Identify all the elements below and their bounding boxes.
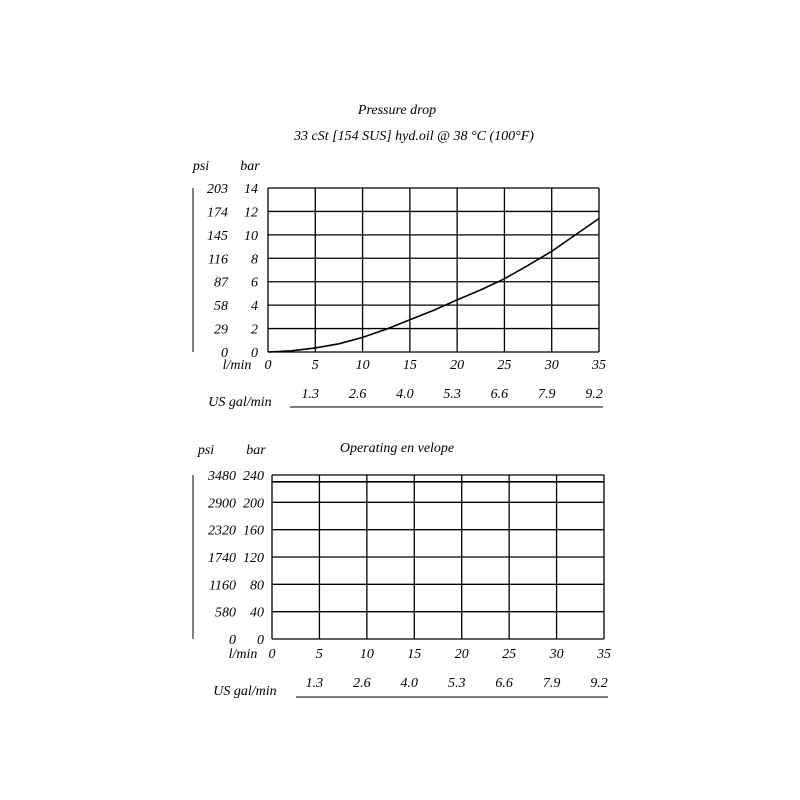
x2-tick-label: 9.2: [590, 676, 608, 691]
psi-tick-label: 174: [207, 205, 228, 221]
x2-tick-label: 1.3: [305, 676, 324, 691]
psi-tick-label: 116: [208, 252, 228, 268]
x2-tick-label: 5.3: [447, 676, 466, 691]
operating-envelope-chart: [193, 441, 611, 699]
x2-tick-label: 2.6: [348, 387, 367, 402]
x-tick-label: 35: [597, 647, 611, 662]
chart-title: Pressure drop: [357, 103, 437, 118]
bar-tick-label: 12: [244, 205, 258, 221]
bar-tick-label: 8: [251, 252, 258, 268]
psi-tick-label: 87: [214, 275, 228, 291]
bar-tick-label: 40: [250, 605, 264, 621]
x-tick-label: 15: [407, 647, 422, 662]
psi-tick-label: 3480: [208, 469, 236, 484]
bar-tick-label: 160: [243, 523, 264, 539]
x2-tick-label: 6.6: [490, 387, 509, 402]
x-tick-label: 0: [268, 647, 276, 662]
psi-tick-label: 2320: [208, 523, 236, 539]
bar-tick-label: 0: [251, 346, 258, 361]
x-axis-label: l/min: [222, 358, 252, 373]
x-tick-label: 5: [311, 358, 319, 373]
psi-tick-label: 58: [214, 299, 228, 315]
bar-axis-label: bar: [240, 159, 260, 174]
psi-axis-label: psi: [192, 159, 210, 174]
x-tick-label: 10: [355, 358, 370, 373]
x-tick-label: 10: [359, 647, 374, 662]
x2-tick-label: 5.3: [443, 387, 461, 402]
bar-tick-label: 0: [257, 633, 264, 648]
x-tick-label: 25: [502, 647, 517, 662]
psi-tick-label: 1740: [208, 551, 236, 566]
x-tick-label: 0: [264, 358, 272, 373]
x2-tick-label: 4.0: [396, 387, 414, 402]
x-tick-label: 25: [497, 358, 512, 373]
chart-title: Operating en velope: [339, 441, 455, 456]
bar-tick-label: 14: [244, 182, 258, 197]
psi-tick-label: 203: [207, 182, 228, 197]
x-tick-label: 35: [592, 358, 606, 373]
x-tick-label: 20: [454, 647, 469, 662]
bar-axis-label: bar: [246, 443, 266, 458]
psi-tick-label: 2900: [208, 496, 236, 512]
bar-tick-label: 240: [243, 469, 264, 484]
x-tick-label: 20: [450, 358, 465, 373]
x2-tick-label: 7.9: [537, 387, 556, 402]
series-line: [268, 219, 599, 353]
bar-tick-label: 200: [243, 496, 264, 512]
bar-tick-label: 80: [250, 578, 264, 594]
bar-tick-label: 6: [251, 275, 258, 291]
psi-tick-label: 1160: [209, 578, 236, 594]
x-tick-label: 30: [544, 358, 559, 373]
chart-subtitle: 33 cSt [154 SUS] hyd.oil @ 38 °C (100°F): [294, 129, 534, 144]
x2-tick-label: 1.3: [301, 387, 320, 402]
x-tick-label: 15: [402, 358, 417, 373]
x-tick-label: 5: [315, 647, 323, 662]
psi-tick-label: 0: [229, 633, 236, 648]
psi-axis-label: psi: [197, 443, 215, 458]
x2-tick-label: 2.6: [353, 676, 371, 691]
psi-tick-label: 580: [215, 605, 236, 621]
bar-tick-label: 120: [243, 551, 264, 566]
x2-tick-label: 4.0: [400, 676, 419, 691]
x2-tick-label: 9.2: [585, 387, 603, 402]
psi-tick-label: 0: [221, 346, 228, 361]
bar-tick-label: 2: [251, 322, 258, 338]
psi-tick-label: 29: [214, 322, 228, 338]
x2-tick-label: 6.6: [495, 676, 513, 691]
x-tick-label: 30: [549, 647, 564, 662]
x2-axis-label: US gal/min: [213, 684, 277, 699]
x2-tick-label: 7.9: [542, 676, 561, 691]
bar-tick-label: 4: [251, 299, 258, 315]
pressure-drop-chart: [192, 103, 606, 410]
x-axis-label: l/min: [228, 647, 258, 662]
x2-axis-label: US gal/min: [208, 395, 272, 410]
bar-tick-label: 10: [244, 228, 258, 244]
psi-tick-label: 145: [207, 228, 228, 244]
